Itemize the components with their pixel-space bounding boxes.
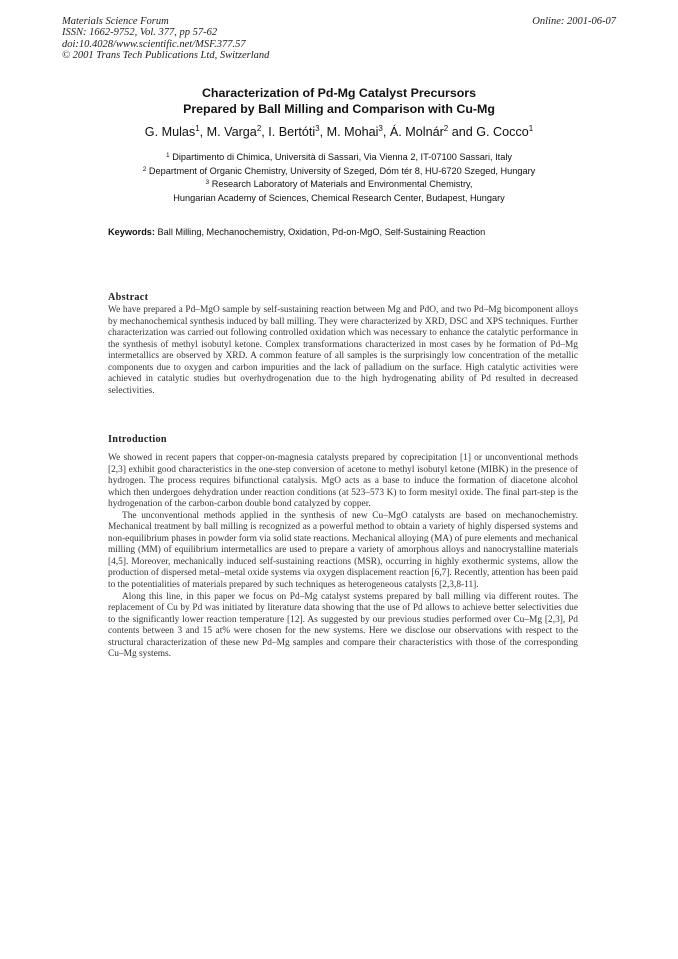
author-affiliation-mark: 1 xyxy=(528,124,534,133)
affiliation-text: Department of Organic Chemistry, University of Szeged, Dóm tér 8, HU-6720 Szeged, Hungary xyxy=(148,165,536,176)
author xyxy=(145,125,200,139)
title-line-2: Prepared by Ball Milling and Comparison with Cu-Mg xyxy=(183,101,495,116)
affiliation-3 xyxy=(60,178,618,192)
journal-copyright: © 2001 Trans Tech Publications Ltd, Switzerland xyxy=(62,49,270,61)
author-affiliation-mark: 3 xyxy=(378,124,383,133)
author-separator: , xyxy=(199,125,207,139)
author-separator: , xyxy=(319,125,327,139)
author xyxy=(476,125,533,139)
keywords xyxy=(108,227,578,237)
affiliation-text: Dipartimento di Chimica, Università di Sassari, Via Vienna 2, IT-07100 Sassari, Italy xyxy=(172,152,512,162)
author-list xyxy=(60,125,618,139)
journal-info xyxy=(62,16,269,61)
author-name: G. Cocco xyxy=(476,125,529,139)
abstract-paragraph: We have prepared a Pd–MgO sample by self-sustaining reaction between Mg and PdO, and two Pd–Mg bicomponent alloys by mechanochemical synthesis induced by ball milling. They were characterized by XRD, DSC and XPS techniques. Further characterization was carried out following controlled oxidation which was necessary to enhance the catalytic performance in the synthesis of methyl isobutyl ketone. Complex transformations characterized in most cases by he formation of Pd–Mg intermetallics are observed by XRD. A common feature of all samples is the surprisingly low concentration of the metallic components due to oxygen and carbon impurities and the lack of palladium on the surface. High catalytic activities were achieved in catalytic studies but overhydrogenation due to the high hydrogenating ability of Pd resulted in decreased selectivities. xyxy=(108,305,578,396)
author-affiliation-mark: 2 xyxy=(443,124,449,133)
author-name: G. Mulas xyxy=(144,125,196,139)
author-separator: , xyxy=(261,125,269,139)
introduction-body xyxy=(108,453,578,661)
author-affiliation-mark: 3 xyxy=(315,124,320,133)
abstract-heading: Abstract xyxy=(108,292,149,303)
paper-title xyxy=(60,86,618,117)
affiliation-text: Research Laboratory of Materials and Environmental Chemistry, xyxy=(211,179,473,190)
journal-issn: ISSN: 1662-9752, Vol. 377, pp 57-62 xyxy=(62,27,218,39)
affiliation-2 xyxy=(60,165,618,179)
author-affiliation-mark: 1 xyxy=(195,124,200,133)
author-affiliation-mark: 2 xyxy=(256,124,262,133)
author-name: M. Varga xyxy=(206,125,257,139)
keywords-label: Keywords: xyxy=(108,227,155,237)
author xyxy=(327,125,383,139)
author xyxy=(390,125,448,139)
affiliation-number: 2 xyxy=(142,165,147,173)
title-line-1: Characterization of Pd-Mg Catalyst Precursors xyxy=(201,86,477,100)
affiliation-1 xyxy=(60,151,618,165)
intro-paragraph-1: We showed in recent papers that copper-on-magnesia catalysts prepared by coprecipitation [1] or unconventional methods [2,3] exhibit good characteristics in the one-step conversion of acetone to methyl isobutyl ketone (MIBK) in the presence of hydrogen. The process requires bifunctional catalysis. MgO acts as a base to induce the formation of diacetone alcohol which then undergoes dehydration under reaction conditions (at 523–573 K) to form mesityl oxide. The final part-step is the hydrogenation of the carbon-carbon double bond catalyzed by copper. xyxy=(108,453,578,510)
online-date: Online: 2001-06-07 xyxy=(532,16,616,27)
journal-doi: doi:10.4028/www.scientific.net/MSF.377.57 xyxy=(62,38,246,50)
author-separator: , xyxy=(382,125,390,139)
affiliation-number: 3 xyxy=(205,179,210,187)
journal-name: Materials Science Forum xyxy=(62,16,169,27)
intro-paragraph-3: Along this line, in this paper we focus on Pd–Mg catalyst systems prepared by ball milling via different routes. The replacement of Cu by Pd was initiated by literature data showing that the use of Pd allows to achieve better selectivities due to the significantly lower reaction temperature [12]. As suggested by our previous studies performed over Cu–Mg [2,3], Pd contents between 3 and 15 at% were chosen for the new systems. Here we disclose our observations with respect to the structural characterization of these new Pd–Mg samples and compare their characteristics with those of the corresponding Cu–Mg systems. xyxy=(108,591,578,660)
author-name: I. Bertóti xyxy=(268,125,316,139)
affiliation-number: 1 xyxy=(166,152,170,159)
affiliation-3-continued: Hungarian Academy of Sciences, Chemical Research Center, Budapest, Hungary xyxy=(173,192,505,203)
introduction-heading: Introduction xyxy=(108,434,167,445)
author xyxy=(207,125,262,139)
author-separator: and xyxy=(448,125,477,139)
intro-paragraph-2: The unconventional methods applied in the synthesis of new Cu–MgO catalysts are based on mechanochemistry. Mechanical treatment by ball milling is recognized as a powerful method to obtain a variety of highly dispersed systems and non-equilibrium phases in powder form via solid state reactions. Mechanical alloying (MA) of pure elements and mechanical milling (MM) of equilibrium intermetallics are used to prepare a variety of amorphous alloys and nanocrystalline materials [4,5]. Moreover, mechanically induced self-sustaining reactions (MSR), occurring in highly exothermic systems, allow the production of dispersed metal–metal oxide systems via oxygen displacement reaction [6,7]. Recently, attention has been paid to the potentialities of materials prepared by such techniques as heterogeneous catalysts [2,3,8-11]. xyxy=(108,510,578,591)
abstract-body xyxy=(108,305,578,397)
author-name: Á. Molnár xyxy=(389,125,444,139)
affiliations xyxy=(60,151,618,205)
author xyxy=(268,125,319,139)
keywords-list: Ball Milling, Mechanochemistry, Oxidation, Pd-on-MgO, Self-Sustaining Reaction xyxy=(154,227,486,237)
author-name: M. Mohai xyxy=(326,125,379,139)
